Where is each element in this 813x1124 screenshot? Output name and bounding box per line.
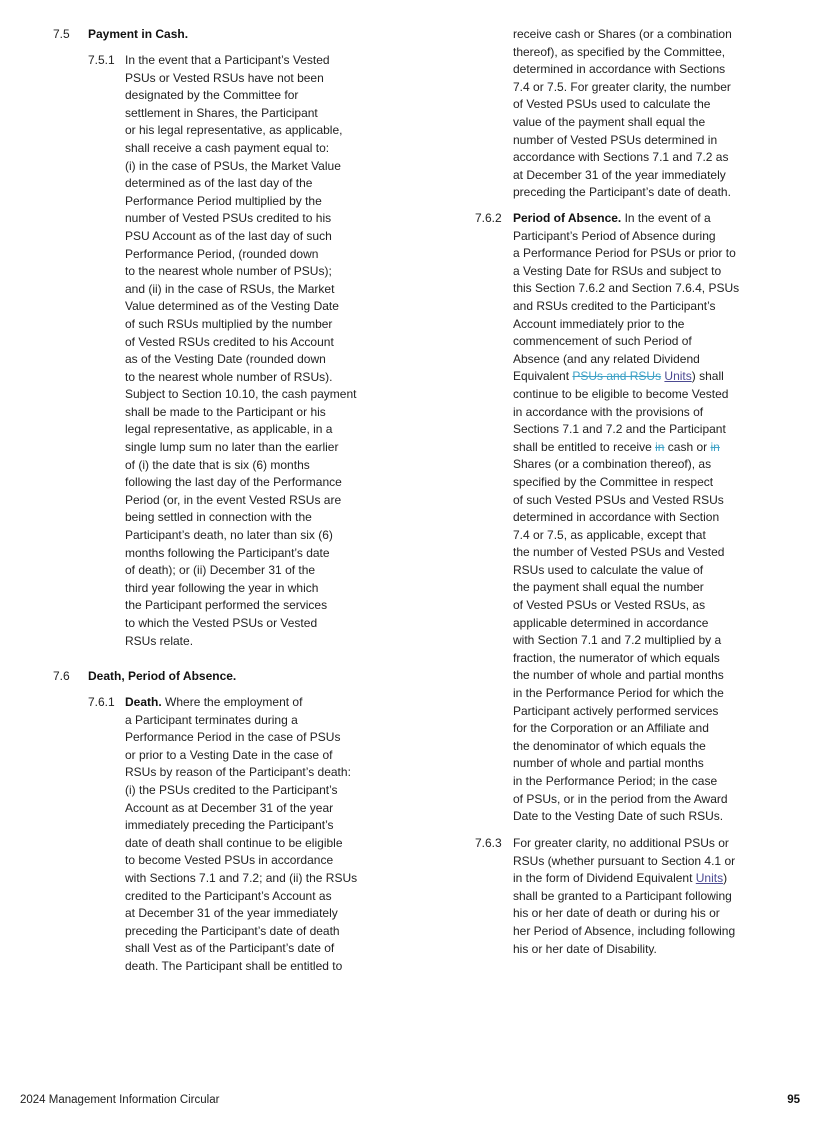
text-line [513,280,739,298]
text-line [125,210,356,228]
text-run: in the Performance Period for which the [513,686,724,701]
text-run: a Participant terminates during a [125,712,298,727]
text-run: accordance with Sections 7.1 and 7.2 as [513,150,729,165]
deleted-text: PSUs and RSUs [572,369,662,384]
text-line [513,579,739,597]
text-run: determined as of the last day of the [125,176,313,191]
text-run: a Vesting Date for RSUs and subject to [513,263,722,278]
text-run: Shares (or a combination thereof), as [513,457,712,472]
text-run: RSUs (whether pursuant to Section 4.1 or [513,853,736,868]
inserted-text: Units [695,871,724,886]
text-run: Performance Period in the case of PSUs [125,730,341,745]
text-line [125,457,356,475]
text-line [125,281,356,299]
text-line [513,263,739,281]
text-line [513,615,739,633]
text-line [125,817,357,835]
text-line [513,773,739,791]
text-run: or his legal representative, as applicable, [125,123,343,138]
text-run: his or her date of Disability. [513,941,657,956]
text-line [125,193,356,211]
text-run: of Vested PSUs used to calculate the [513,97,711,112]
text-run: Subject to Section 10.10, the cash payment [125,387,357,402]
text-run: shall be made to the Participant or his [125,404,326,419]
text-run: shall receive a cash payment equal to: [125,140,330,155]
text-run: determined in accordance with Sections [513,62,726,77]
text-run: in the Performance Period; in the case [513,774,718,788]
text-run: value of the payment shall equal the [513,114,706,129]
text-line [513,228,739,246]
text-line [513,941,735,959]
text-run: at December 31 of the year immediately [125,906,338,921]
text-line [125,835,357,853]
text-run: the payment shall equal the number [513,580,704,595]
text-line [513,26,732,44]
text-line [125,263,356,281]
text-line [513,351,739,369]
text-line [125,386,356,404]
text-run: preceding the Participant’s date of death [125,923,340,938]
text-run: for the Corporation or an Affiliate and [513,721,709,736]
text-run: Participant actively performed services [513,703,719,718]
text-line [125,580,356,598]
text-line [125,175,356,193]
text-line [513,720,739,738]
text-line [125,334,356,352]
text-run: months following the Participant’s date [125,545,330,560]
section-7-6-3-number: 7.6.3 [475,836,502,850]
text-line [513,333,739,351]
text-run: this Section 7.6.2 and Section 7.6.4, PSUs [513,281,740,296]
section-7-6-2-body [513,210,739,826]
text-line [513,738,739,756]
text-run: being settled in connection with the [125,510,312,525]
text-run: to the nearest whole number of PSUs); [125,264,332,279]
text-line [125,800,357,818]
text-run: of (i) the date that is six (6) months [125,457,310,472]
section-7-6-1-continued [513,26,732,202]
text-run: and (ii) in the case of RSUs, the Market [125,281,335,296]
text-line [125,474,356,492]
text-run: shall be entitled to receive [513,439,656,454]
text-line [513,421,739,439]
text-line [125,246,356,264]
text-run: number of Vested PSUs credited to his [125,211,332,226]
run-in-heading: Death. [125,695,162,709]
text-line [125,597,356,615]
text-run: Performance Period multiplied by the [125,193,322,208]
text-run: his or her date of death or during his or [513,906,720,921]
text-line [513,44,732,62]
text-line [125,298,356,316]
text-run: determined in accordance with Section [513,510,720,525]
text-run: of such Vested PSUs and Vested RSUs [513,492,724,507]
text-line [125,316,356,334]
text-line [125,888,357,906]
text-line [125,87,356,105]
text-line [125,870,357,888]
text-line [513,509,739,527]
text-line [513,114,732,132]
section-7-5-number: 7.5 [53,27,70,41]
text-line [513,316,739,334]
text-run: cash or [664,439,711,454]
section-7-6-1-body [125,694,357,976]
text-run: Participant’s Period of Absence during [513,228,716,243]
text-line [513,404,739,422]
text-line [513,835,735,853]
text-line [513,167,732,185]
text-run: specified by the Committee in respect [513,474,714,489]
text-run: receive cash or Shares (or a combination [513,27,732,41]
text-run: For greater clarity, no additional PSUs or [513,836,729,850]
text-line [513,685,739,703]
text-run: death. The Participant shall be entitled to [125,958,343,973]
text-line [125,764,357,782]
text-line [125,852,357,870]
deleted-text: in [655,439,665,454]
text-line [513,667,739,685]
text-line [513,474,739,492]
text-run: with Section 7.1 and 7.2 multiplied by a [513,633,722,648]
text-run: the number of whole and partial months [513,668,724,683]
text-run: ) shall [691,369,724,384]
text-run: legal representative, as applicable, in a [125,422,333,437]
text-line [125,562,356,580]
text-run: RSUs used to calculate the value of [513,562,704,577]
text-line [513,755,739,773]
text-line [513,132,732,150]
text-run: fraction, the numerator of which equals [513,650,720,665]
text-run: with Sections 7.1 and 7.2; and (ii) the RSUs [125,870,358,885]
text-run: as of the Vesting Date (rounded down [125,352,326,367]
text-run: (i) in the case of PSUs, the Market Value [125,158,341,173]
text-line [513,439,739,457]
text-run: Where the employment of [161,695,303,709]
text-line [125,545,356,563]
text-line [513,597,739,615]
text-line [125,52,356,70]
text-run: Equivalent [513,369,573,384]
text-line [513,456,739,474]
text-run: Account immediately prior to the [513,316,685,331]
text-line [125,439,356,457]
text-run: Value determined as of the Vesting Date [125,299,339,314]
text-run: to the nearest whole number of RSUs). [125,369,333,384]
text-run: PSU Account as of the last day of such [125,228,332,243]
text-run: thereof), as specified by the Committee, [513,44,726,59]
text-line [513,888,735,906]
text-run: Performance Period, (rounded down [125,246,319,261]
text-line [513,703,739,721]
text-run: a Performance Period for PSUs or prior to [513,246,736,261]
text-line [125,527,356,545]
text-run: to become Vested PSUs in accordance [125,853,334,868]
text-run: the denominator of which equals the [513,738,706,753]
text-run: number of Vested PSUs determined in [513,132,718,147]
section-7-5-1-number: 7.5.1 [88,53,115,67]
text-line [513,650,739,668]
section-7-6-3-body [513,835,735,958]
text-run: to which the Vested PSUs or Vested [125,616,318,630]
text-line [125,492,356,510]
text-run: her Period of Absence, including following [513,923,736,938]
text-run: of death); or (ii) December 31 of the [125,563,316,578]
text-line [513,544,739,562]
text-line [125,70,356,88]
text-run: number of whole and partial months [513,756,704,771]
text-line [125,782,357,800]
text-line [513,527,739,545]
text-run: continue to be eligible to become Vested [513,386,729,401]
text-run: Sections 7.1 and 7.2 and the Participant [513,422,726,437]
page-number: 95 [787,1094,800,1106]
text-run: designated by the Committee for [125,88,299,103]
text-line [125,615,356,633]
text-line [125,729,357,747]
text-line [513,184,732,202]
text-line [125,905,357,923]
text-line [125,369,356,387]
text-run: the number of Vested PSUs and Vested [513,545,725,560]
text-line [125,228,356,246]
text-line [125,633,356,651]
text-run: 7.4 or 7.5. For greater clarity, the number [513,79,731,94]
text-line [125,694,357,712]
text-run: ) [723,871,728,886]
text-run: of Vested RSUs credited to his Account [125,334,334,349]
text-line [125,351,356,369]
section-7-6-2-number: 7.6.2 [475,211,502,225]
text-run: RSUs by reason of the Participant’s death: [125,765,351,780]
text-line [513,210,739,228]
text-run: applicable determined in accordance [513,615,709,630]
text-line [125,958,357,976]
footer-title: 2024 Management Information Circular [20,1094,220,1106]
text-line [513,870,735,888]
section-7-6-1-number: 7.6.1 [88,695,115,709]
text-run: of PSUs, or in the period from the Award [513,791,728,806]
text-line [125,923,357,941]
text-line [513,562,739,580]
text-run: PSUs or Vested RSUs have not been [125,70,324,85]
text-run: single lump sum no later than the earlier [125,440,339,455]
text-line [513,923,735,941]
text-line [125,509,356,527]
text-run: immediately preceding the Participant’s [125,818,334,833]
text-line [513,632,739,650]
text-run: 7.4 or 7.5, as applicable, except that [513,527,706,542]
text-line [513,61,732,79]
text-line [513,492,739,510]
text-line [125,105,356,123]
text-run: date of death shall continue to be eligible [125,835,343,850]
text-run: third year following the year in which [125,580,319,595]
text-run: RSUs relate. [125,633,194,648]
deleted-text: in [710,439,720,454]
text-line [513,368,739,386]
text-run: In the event of a [621,211,711,225]
text-line [125,421,356,439]
text-run: Absence (and any related Dividend [513,351,700,366]
text-run: Account as at December 31 of the year [125,800,334,815]
text-run: of such RSUs multiplied by the number [125,316,333,331]
text-run: the Participant performed the services [125,598,328,613]
text-run: shall be granted to a Participant following [513,888,732,903]
section-7-5-1-body [125,52,356,650]
text-run: settlement in Shares, the Participant [125,105,318,120]
text-line [125,140,356,158]
text-line [513,245,739,263]
text-line [125,712,357,730]
section-7-6-heading: Death, Period of Absence. [88,669,237,683]
text-run: at December 31 of the year immediately [513,167,726,182]
text-line [513,298,739,316]
text-run: (i) the PSUs credited to the Participant’s [125,782,338,797]
text-line [125,404,356,422]
inserted-text: Units [664,369,692,384]
text-run: preceding the Participant’s date of death. [513,185,731,200]
text-line [513,791,739,809]
text-run: in accordance with the provisions of [513,404,704,419]
text-run: credited to the Participant’s Account as [125,888,332,903]
text-line [513,905,735,923]
text-run: commencement of such Period of [513,334,692,349]
text-run: In the event that a Participant’s Vested [125,53,330,67]
text-line [513,853,735,871]
text-run: in the form of Dividend Equivalent [513,871,696,886]
text-line [513,79,732,97]
text-line [513,386,739,404]
text-run: of Vested PSUs or Vested RSUs, as [513,598,706,613]
text-run: or prior to a Vesting Date in the case of [125,747,333,762]
text-line [125,158,356,176]
text-run: Period (or, in the event Vested RSUs are [125,492,342,507]
section-7-6-number: 7.6 [53,669,70,683]
section-7-5-heading: Payment in Cash. [88,27,189,41]
text-line [513,808,739,826]
text-run: shall Vest as of the Participant’s date of [125,941,335,956]
text-run: following the last day of the Performance [125,475,342,490]
text-run: and RSUs credited to the Participant’s [513,298,716,313]
text-line [513,96,732,114]
text-line [513,149,732,167]
text-line [125,122,356,140]
run-in-heading: Period of Absence. [513,211,622,225]
text-run: Participant’s death, no later than six (6) [125,528,333,543]
text-run: Date to the Vesting Date of such RSUs. [513,809,724,824]
text-line [125,940,357,958]
text-line [125,747,357,765]
